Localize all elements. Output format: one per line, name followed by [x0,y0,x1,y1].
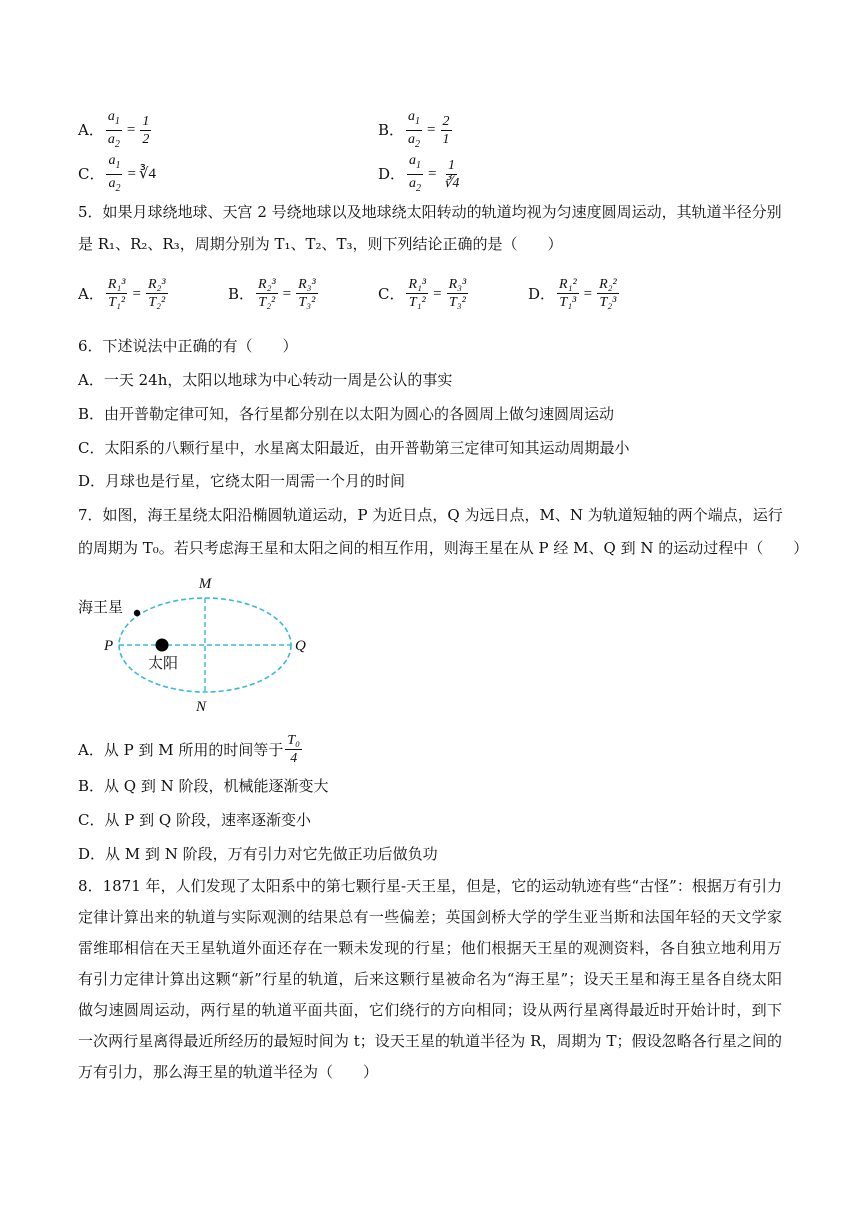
q4-option-b[interactable] [378,108,454,153]
fraction: $\frac{2}{1}$ [442,113,450,147]
q5-stem-line1: 5．如果月球绕地球、天宫 2 号绕地球以及地球绕太阳转动的轨道均视为匀速度圆周运动，其轨道半径分别 [78,203,782,221]
label-q: Q [295,638,306,654]
q7-stem-line2: 的周期为 T₀。若只考虑海王星和太阳之间的相互作用，则海王星在从 P 经 M、Q 到 N 的运动过程中（ ） [78,539,809,557]
fraction: $\frac{\text{R₂²}}{\text{T₂³}}$ [599,277,617,310]
fraction: $\frac{a_1}{a_2}$ [408,109,421,150]
fraction: $\frac{\text{R₃³}}{\text{T₃²}}$ [448,277,467,310]
option-label: D． [378,165,406,184]
fraction: $\frac{\text{R₂³}}{\text{T₂²}}$ [258,277,276,310]
cube-root: ∛4 [138,166,157,183]
fraction: $\frac{\text{R₃³}}{\text{T₃²}}$ [298,277,316,310]
q5-option-a[interactable] [78,276,170,311]
q8-paragraph: 8．1871 年，人们发现了太阳系中的第七颗行星-天王星，但是，它的运动轨迹有些“古怪”：根据万有引力定律计算出来的轨道与实际观测的结果总有一些偏差；英国剑桥大学的学生亚当斯和法国年轻的天文学家雷维耶相信在天王星轨道外面还存在一颗未发现的行星；他们根据天王星的观测资料，各自独立地利用万有引力定律计算出这颗“新”行星的轨道，后来这颗行星被命名为“海王星”；设天王星和海王星各自绕太阳做匀速圆周运动，两行星的轨道平面共面，它们绕行的方向相同；设从两行星离得最近时开始计时，到下一次两行星离得最近所经历的最短时间为 t；设天王星的轨道半径为 R，周期为 T；假设忽略各行星之间的万有引力，那么海王星的轨道半径为（ ） [78,877,782,1081]
q7-option-b[interactable]: B．从 Q 到 N 阶段，机械能逐渐变大 [78,777,329,795]
q7-stem-line1: 7．如图，海王星绕太阳沿椭圆轨道运动，P 为近日点，Q 为远日点，M、N 为轨道短轴的两个端点，运行 [78,506,783,524]
option-label: B． [378,121,405,140]
q7-option-a[interactable] [78,732,304,767]
option-label: C． [78,165,105,184]
fraction: $\frac{a_1}{a_2}$ [107,109,120,150]
q6-option-c[interactable]: C．太阳系的八颗行星中，水星离太阳最近，由开普勒第三定律可知其运动周期最小 [78,439,630,457]
fraction: $\frac{1}{∛4}$ [443,157,460,191]
fraction: $\frac{a_1}{a_2}$ [409,153,422,194]
option-label: A． [78,121,104,140]
sun-dot [156,639,169,652]
option-label: B． [228,284,255,303]
option-label: D． [528,284,556,303]
option-text: A．从 P 到 M 所用的时间等于 [78,740,284,759]
q5-option-b[interactable] [228,276,320,311]
equals-sign: = [282,285,292,302]
label-n: N [195,699,207,715]
q6-option-a[interactable]: A．一天 24h，太阳以地球为中心转动一周是公认的事实 [78,371,453,389]
fraction: $\frac{\text{T₀}}{4}$ [287,733,301,766]
equals-sign: = [127,166,136,183]
q4-option-d[interactable] [378,152,463,197]
q5-option-d[interactable] [528,276,621,311]
equals-sign: = [583,285,593,302]
q6-option-d[interactable]: D．月球也是行星，它绕太阳一周需一个月的时间 [78,472,406,490]
equals-sign: = [126,122,136,139]
equals-sign: = [132,285,141,302]
label-sun: 太阳 [148,654,179,672]
equals-sign: = [428,166,437,183]
q7-option-d[interactable]: D．从 M 到 N 阶段，万有引力对它先做正功后做负功 [78,845,438,863]
equals-sign: = [427,122,436,139]
q7-option-c[interactable]: C．从 P 到 Q 阶段，速率逐渐变小 [78,811,311,829]
fraction: $\frac{\text{R₁³}}{\text{T₁²}}$ [107,277,126,310]
q6-stem: 6．下述说法中正确的有（ ） [78,337,298,355]
q6-option-b[interactable]: B．由开普勒定律可知，各行星都分别在以太阳为圆心的各圆周上做匀速圆周运动 [78,405,615,423]
fraction: $\frac{\text{R₁³}}{\text{T₁²}}$ [408,277,427,310]
label-p: P [104,638,114,654]
equals-sign: = [433,285,442,302]
label-m: M [198,576,212,592]
q4-option-a[interactable] [78,108,153,153]
orbit-diagram [78,570,338,720]
q5-stem-line2: 是 R₁、R₂、R₃，周期分别为 T₁、T₂、T₃，则下列结论正确的是（ ） [78,235,563,253]
fraction: $\frac{1}{2}$ [142,113,150,147]
option-label: A． [78,284,104,303]
q5-option-c[interactable] [378,276,470,311]
fraction: $\frac{a_1}{a_2}$ [108,153,121,194]
q4-option-c[interactable] [78,152,156,197]
planet-dot [134,610,140,616]
fraction: $\frac{\text{R₁²}}{\text{T₁³}}$ [559,277,577,310]
label-neptune: 海王星 [78,598,124,616]
option-label: C． [378,284,405,303]
fraction: $\frac{\text{R₂³}}{\text{T₂²}}$ [147,277,166,310]
